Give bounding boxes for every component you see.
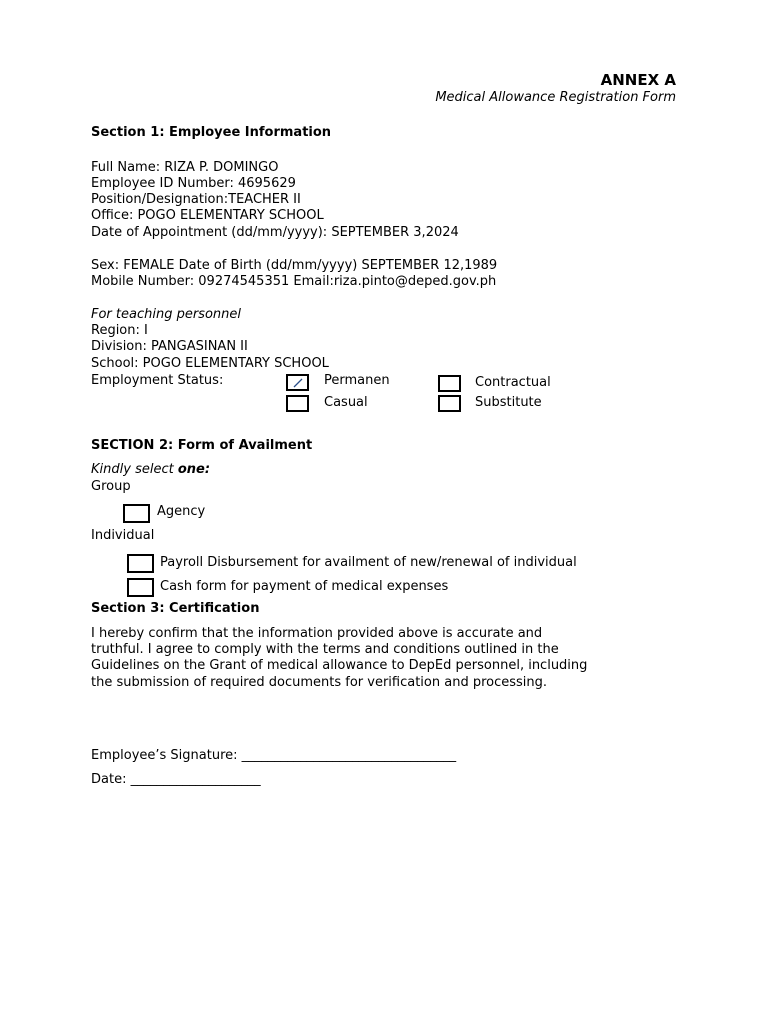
cash-checkbox[interactable] xyxy=(127,578,154,597)
division-line: Division: PANGASINAN II xyxy=(91,339,248,354)
individual-label: Individual xyxy=(91,528,155,543)
section2-title: SECTION 2: Form of Availment xyxy=(91,438,313,453)
select-instruction xyxy=(91,462,210,478)
date-line[interactable]: Date: ____________________ xyxy=(91,772,261,787)
certification-line-2: truthful. I agree to comply with the terms and conditions outlined in the xyxy=(91,642,559,657)
position-line: Position/Designation:TEACHER II xyxy=(91,192,301,207)
school-line: School: POGO ELEMENTARY SCHOOL xyxy=(91,356,329,371)
region-line: Region: I xyxy=(91,323,148,338)
appointment-date-line: Date of Appointment (dd/mm/yyyy): SEPTEMBER 3,2024 xyxy=(91,225,459,240)
certification-line-3: Guidelines on the Grant of medical allowance to DepEd personnel, including xyxy=(91,658,588,673)
certification-line-1: I hereby confirm that the information provided above is accurate and xyxy=(91,626,543,641)
employee-id-line: Employee ID Number: 4695629 xyxy=(91,176,296,191)
casual-label: Casual xyxy=(324,395,368,410)
full-name-line: Full Name: RIZA P. DOMINGO xyxy=(91,160,279,175)
agency-checkbox[interactable] xyxy=(123,504,150,523)
group-label: Group xyxy=(91,479,131,494)
section3-title: Section 3: Certification xyxy=(91,601,260,616)
casual-checkbox[interactable] xyxy=(286,395,309,412)
agency-label: Agency xyxy=(157,504,206,519)
contractual-label: Contractual xyxy=(475,375,551,390)
section1-title: Section 1: Employee Information xyxy=(91,125,332,140)
check-stroke-icon xyxy=(288,376,307,389)
select-instruction-emphasis: one: xyxy=(177,462,211,477)
sex-dob-line: Sex: FEMALE Date of Birth (dd/mm/yyyy) SEPTEMBER 12,1989 xyxy=(91,258,498,273)
payroll-label: Payroll Disbursement for availment of new/renewal of individual xyxy=(160,555,577,570)
annex-label: ANNEX A xyxy=(600,71,676,89)
teaching-personnel-note: For teaching personnel xyxy=(91,307,242,322)
form-title: Medical Allowance Registration Form xyxy=(435,90,676,105)
contact-line: Mobile Number: 09274545351 Email:riza.pinto@deped.gov.ph xyxy=(91,274,497,289)
permanent-checkbox[interactable] xyxy=(286,374,309,391)
cash-label: Cash form for payment of medical expenses xyxy=(160,579,449,594)
substitute-checkbox[interactable] xyxy=(438,395,461,412)
permanent-label: Permanen xyxy=(324,373,390,388)
signature-line[interactable]: Employee’s Signature: _________________________________ xyxy=(91,748,457,763)
substitute-label: Substitute xyxy=(475,395,542,410)
office-line: Office: POGO ELEMENTARY SCHOOL xyxy=(91,208,324,223)
payroll-checkbox[interactable] xyxy=(127,554,154,573)
employment-status-label: Employment Status: xyxy=(91,373,224,388)
select-instruction-text: Kindly select xyxy=(91,462,178,477)
contractual-checkbox[interactable] xyxy=(438,375,461,392)
certification-line-4: the submission of required documents for verification and processing. xyxy=(91,675,548,690)
